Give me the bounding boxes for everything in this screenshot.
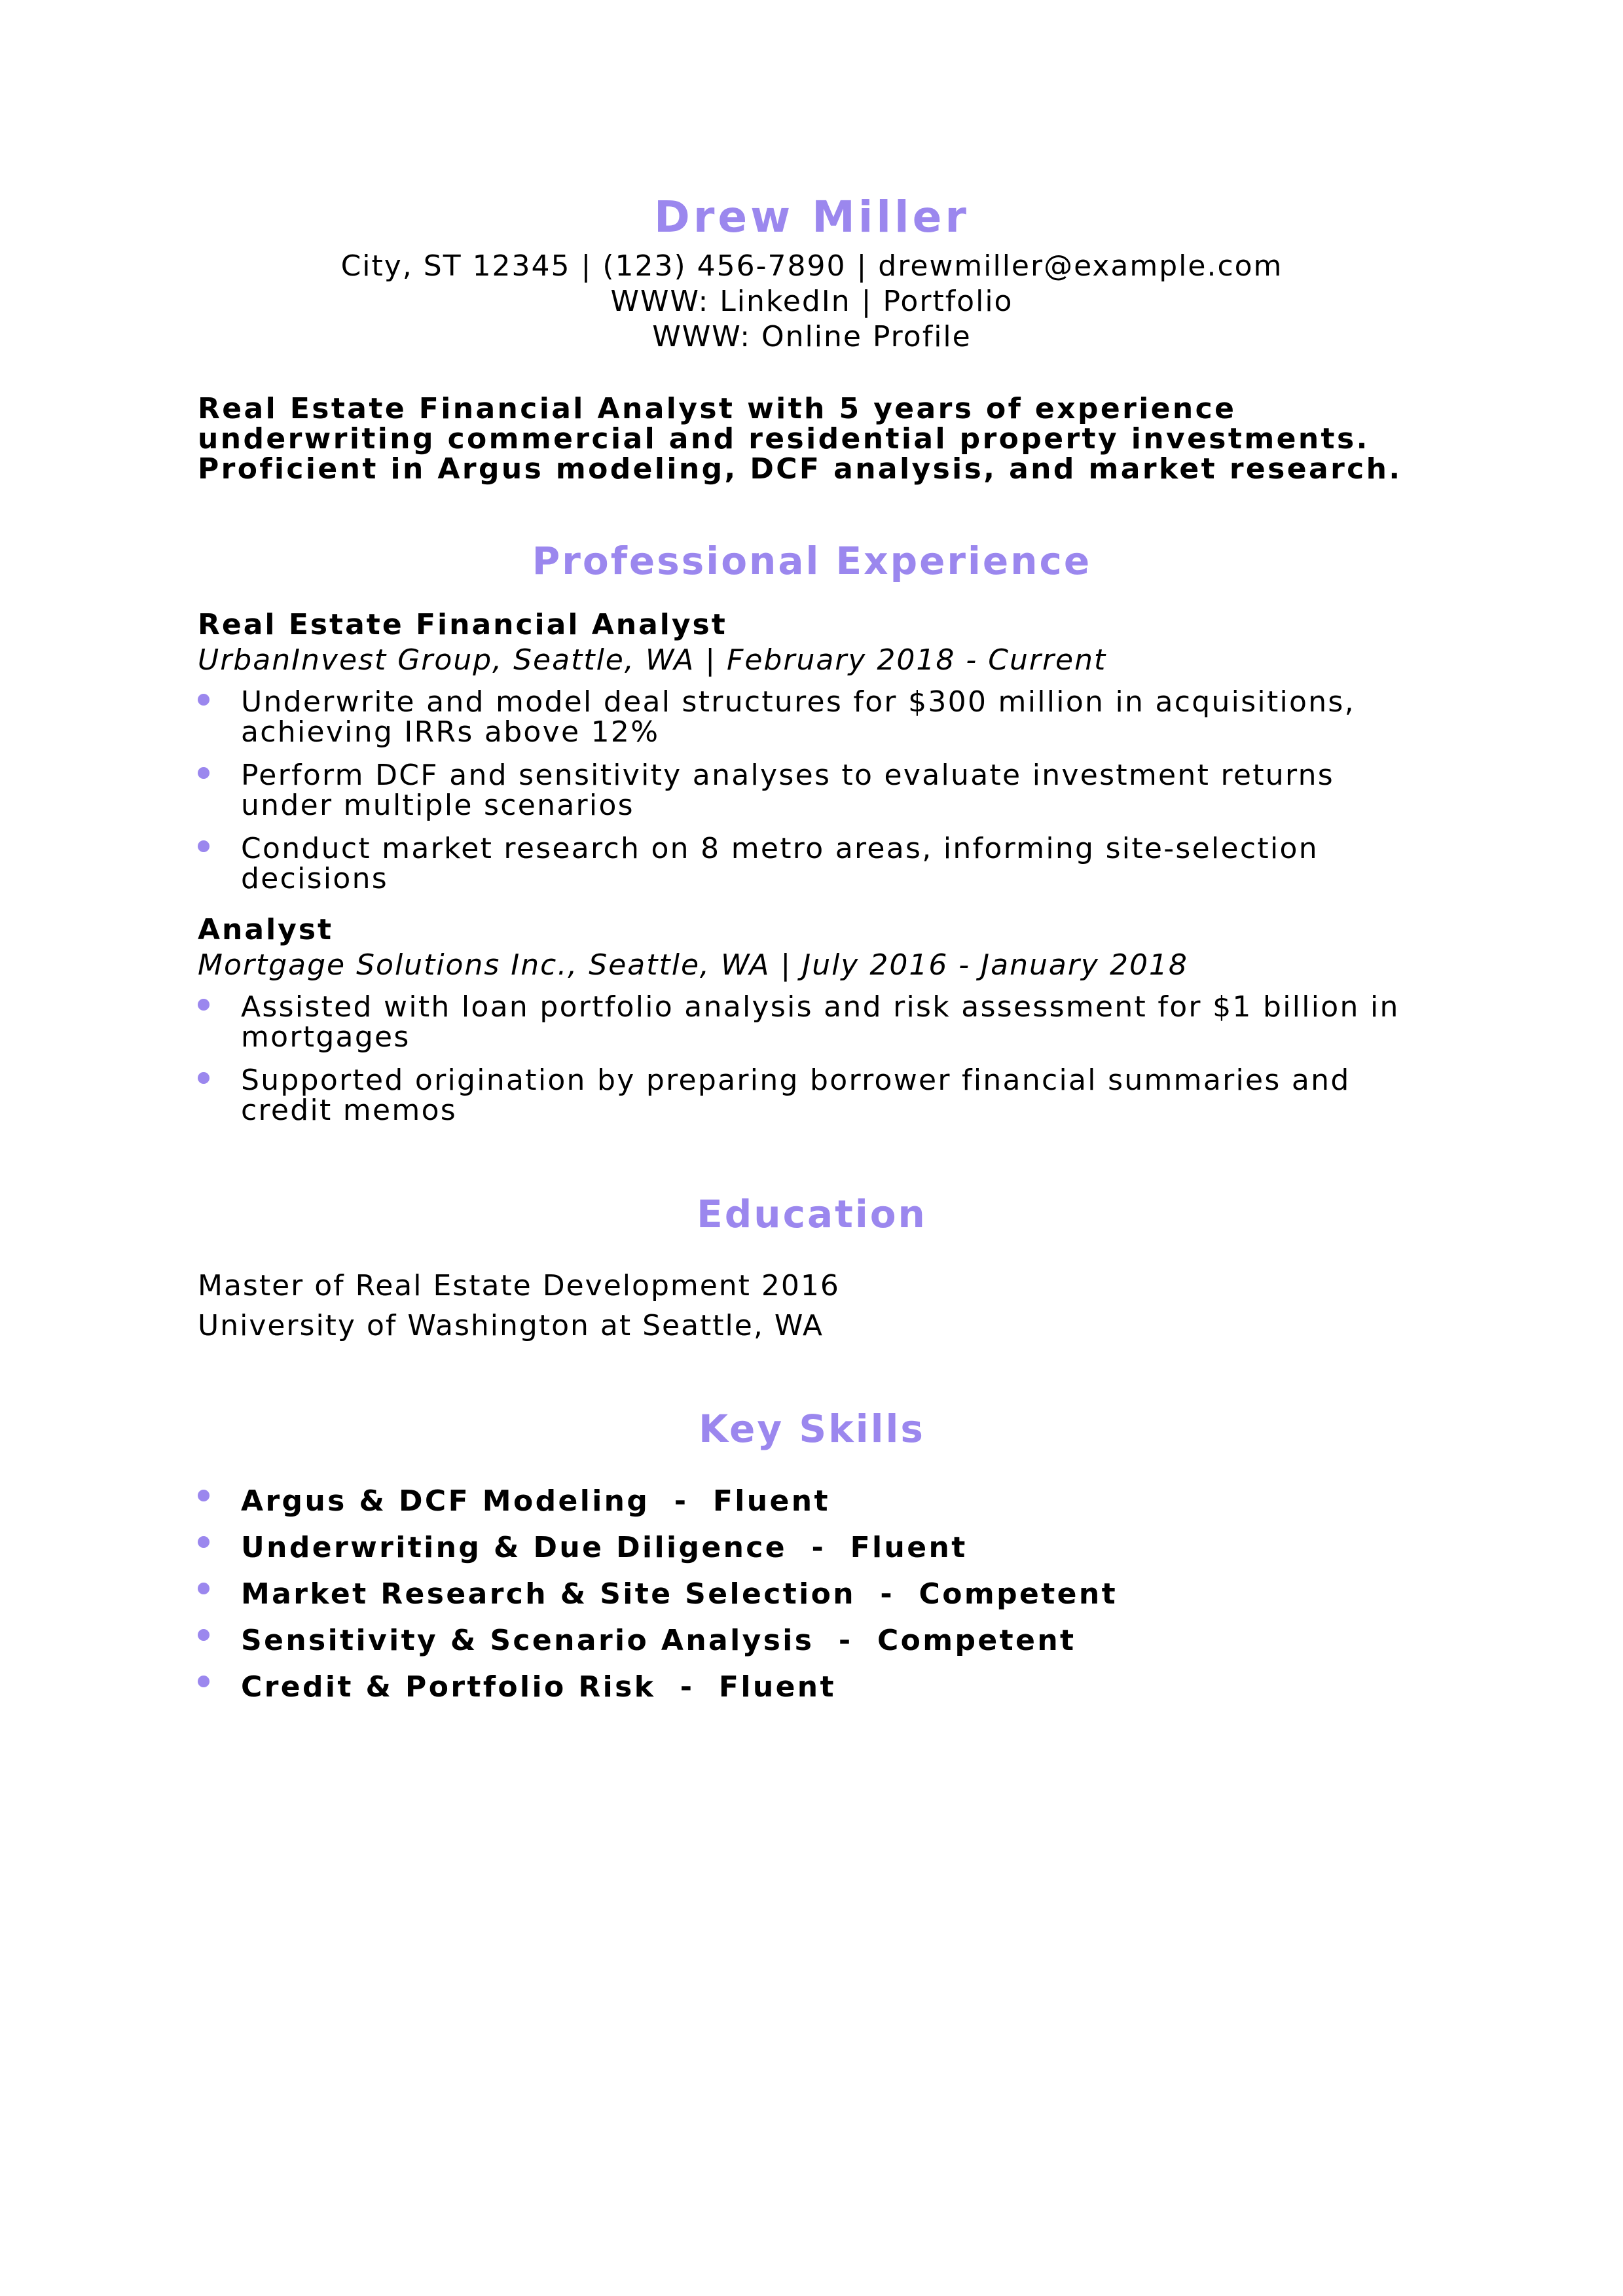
list-item: Sensitivity & Scenario Analysis - Competent: [198, 1617, 1426, 1664]
list-item: [198, 834, 1426, 894]
contact-block: [198, 249, 1426, 355]
bullet-dot-icon: [198, 694, 210, 706]
degree: Master of Real Estate Development 2016: [198, 1269, 840, 1302]
skill-level: Competent: [877, 1624, 1076, 1657]
list-item: Credit & Portfolio Risk - Fluent: [198, 1664, 1426, 1710]
bullet-text: Supported origination by preparing borrower financial summaries and credit memos: [241, 1064, 1351, 1127]
job-title: Analyst: [198, 913, 334, 946]
resume-page: [198, 190, 1426, 1710]
skill-level: Competent: [919, 1577, 1118, 1611]
contact-line-online-profile: WWW: Online Profile: [652, 320, 972, 353]
skills-heading: Key Skills: [699, 1407, 925, 1451]
education-entry: [198, 1266, 1426, 1346]
skill-name: Underwriting & Due Diligence: [241, 1531, 788, 1564]
skill-level: Fluent: [718, 1670, 836, 1704]
skill-name: Sensitivity & Scenario Analysis: [241, 1624, 814, 1657]
school: University of Washington at Seattle, WA: [198, 1309, 824, 1342]
skill-name: Market Research & Site Selection: [241, 1577, 856, 1611]
job-entry: [198, 607, 1426, 894]
contact-line-links: WWW: LinkedIn | Portfolio: [610, 285, 1013, 318]
job-title: Real Estate Financial Analyst: [198, 608, 727, 641]
skill-level: Fluent: [850, 1531, 968, 1564]
bullet-text: Conduct market research on 8 metro areas, informing site-selection decisions: [241, 832, 1319, 895]
bullet-text: Underwrite and model deal structures for $300 million in acquisitions, achieving IRRs above 12%: [241, 685, 1355, 749]
list-item: Argus & DCF Modeling - Fluent: [198, 1478, 1426, 1524]
skill-name: Credit & Portfolio Risk: [241, 1670, 656, 1704]
candidate-name: Drew Miller: [654, 192, 970, 242]
contact-line-address-phone-email: City, ST 12345 | (123) 456-7890 | drewmiller@example.com: [340, 249, 1283, 283]
skill-name: Argus & DCF Modeling: [241, 1484, 650, 1518]
professional-summary: Real Estate Financial Analyst with 5 years of experience underwriting commercial and residential property investments. Proficient in Argus modeling, DCF analysis, and market research.: [198, 392, 1402, 486]
job-company-dates: Mortgage Solutions Inc., Seattle, WA | July 2016 - January 2018: [198, 948, 1188, 982]
education-heading: Education: [697, 1192, 927, 1236]
bullet-dot-icon: [198, 1072, 210, 1084]
bullet-dot-icon: [198, 999, 210, 1011]
job-entry: [198, 912, 1426, 1126]
list-item: [198, 992, 1426, 1052]
job-bullet-list: [198, 687, 1426, 894]
bullet-dot-icon: [198, 1629, 210, 1641]
skill-level: Fluent: [712, 1484, 830, 1518]
bullet-dot-icon: [198, 840, 210, 852]
bullet-dot-icon: [198, 1583, 210, 1594]
bullet-dot-icon: [198, 1676, 210, 1687]
bullet-dot-icon: [198, 1536, 210, 1548]
list-item: [198, 687, 1426, 747]
skills-list: [198, 1478, 1426, 1710]
list-item: [198, 761, 1426, 821]
bullet-text: Assisted with loan portfolio analysis and risk assessment for $1 billion in mortgages: [241, 990, 1400, 1054]
experience-heading: Professional Experience: [532, 539, 1092, 583]
list-item: Underwriting & Due Diligence - Fluent: [198, 1524, 1426, 1571]
bullet-dot-icon: [198, 1490, 210, 1501]
bullet-dot-icon: [198, 767, 210, 779]
list-item: [198, 1066, 1426, 1126]
bullet-text: Perform DCF and sensitivity analyses to evaluate investment returns under multiple scenarios: [241, 759, 1335, 822]
job-company-dates: UrbanInvest Group, Seattle, WA | February 2018 - Current: [198, 643, 1107, 677]
list-item: Market Research & Site Selection - Competent: [198, 1571, 1426, 1617]
job-bullet-list: [198, 992, 1426, 1126]
